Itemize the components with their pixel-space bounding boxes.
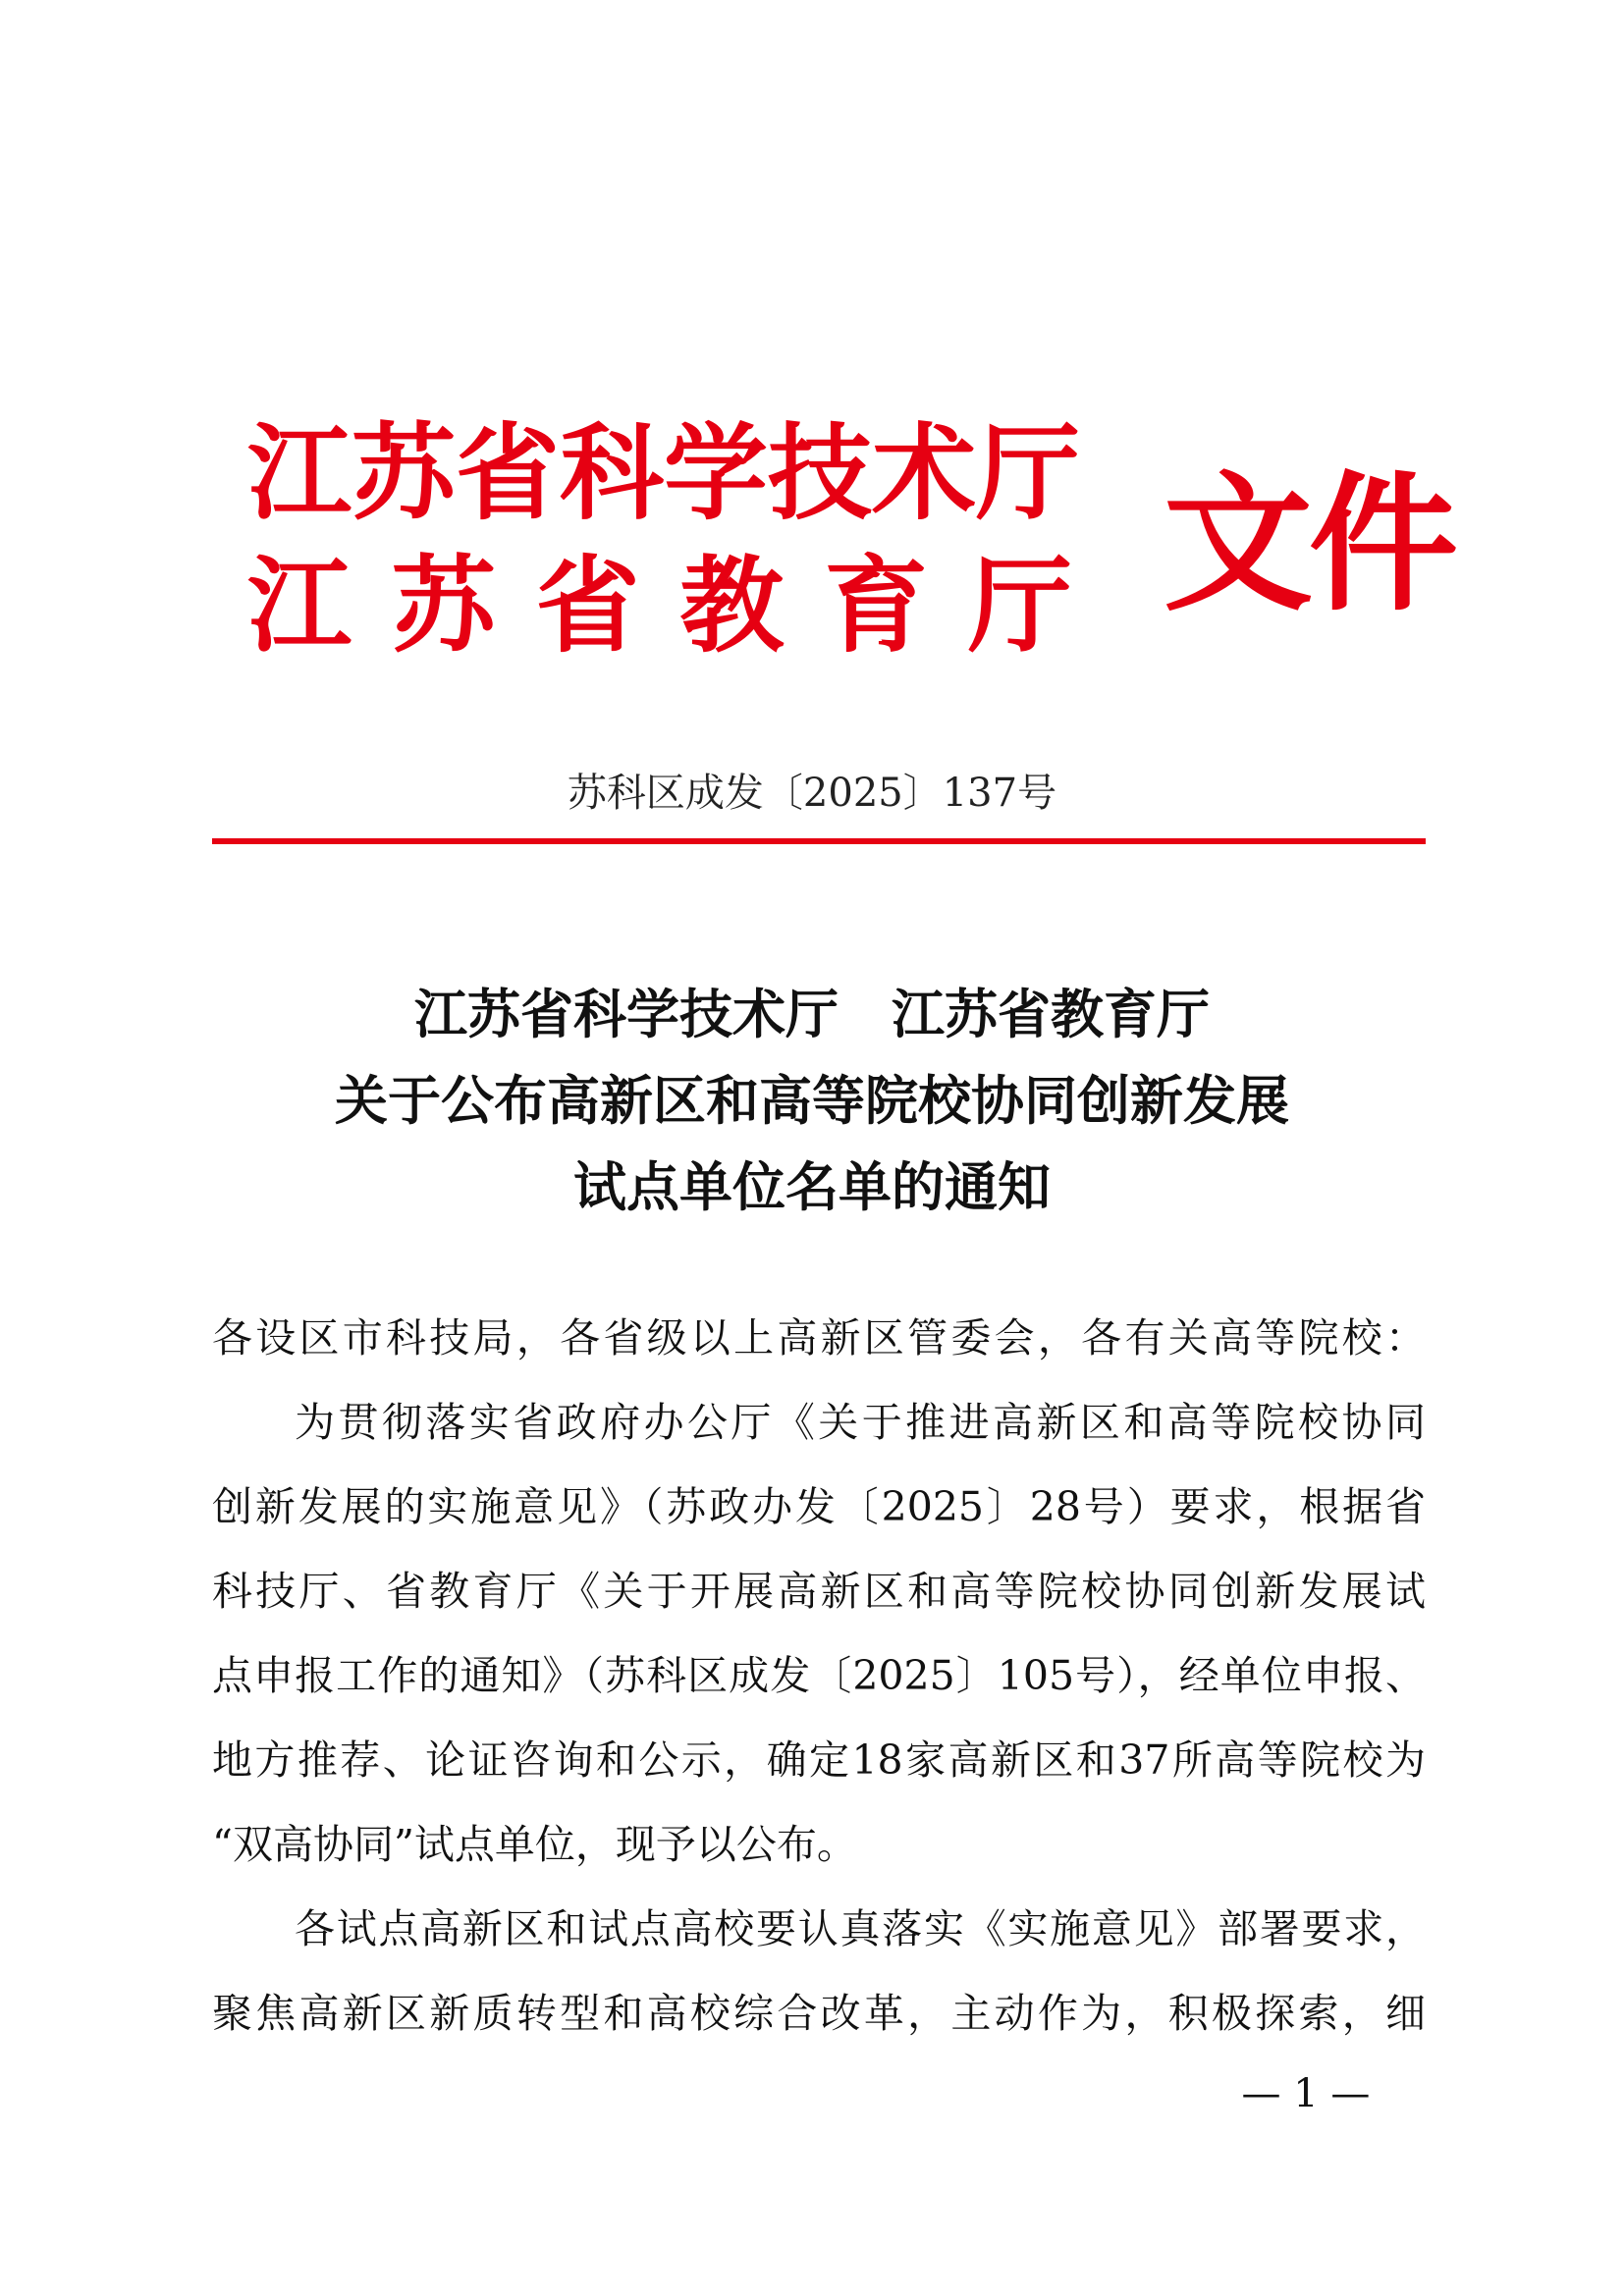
paragraph-1-line: “双高协同”试点单位，现予以公布。 bbox=[212, 1821, 857, 1868]
paragraph-1-line: 科技厅、省教育厅《关于开展高新区和高等院校协同创新发展试 bbox=[212, 1568, 1426, 1615]
org-char: 苏 bbox=[352, 413, 456, 534]
title-line-2: 关于公布高新区和高等院校协同创新发展 bbox=[335, 1069, 1289, 1132]
document-word: 文件 bbox=[1164, 457, 1454, 631]
paragraph-1-line: 点申报工作的通知》（苏科区成发〔2025〕105号），经单位申报、 bbox=[212, 1652, 1426, 1699]
org-char: 省 bbox=[456, 413, 560, 534]
org-char: 江 bbox=[247, 413, 352, 534]
paragraph-1-line: 创新发展的实施意见》（苏政办发〔2025〕28号）要求，根据省 bbox=[212, 1483, 1426, 1530]
org-char: 厅 bbox=[976, 413, 1080, 534]
title-line-3: 试点单位名单的通知 bbox=[573, 1155, 1051, 1218]
org-char: 技 bbox=[768, 413, 872, 534]
org-char: 厅 bbox=[967, 546, 1072, 667]
red-separator-rule bbox=[212, 838, 1426, 844]
document-number: 苏科区成发〔2025〕137号 bbox=[567, 771, 1057, 816]
org-char: 江 bbox=[247, 546, 352, 667]
issuing-org-line-2 bbox=[247, 546, 1072, 667]
issuing-org-line-1 bbox=[247, 413, 1080, 534]
org-char: 教 bbox=[679, 546, 785, 667]
org-char: 省 bbox=[535, 546, 640, 667]
org-char: 育 bbox=[824, 546, 929, 667]
org-char: 学 bbox=[664, 413, 768, 534]
org-char: 术 bbox=[872, 413, 976, 534]
paragraph-1-line: 为贯彻落实省政府办公厅《关于推进高新区和高等院校协同 bbox=[295, 1399, 1426, 1446]
salutation: 各设区市科技局，各省级以上高新区管委会，各有关高等院校： bbox=[212, 1314, 1426, 1362]
paragraph-2-line: 聚焦高新区新质转型和高校综合改革，主动作为，积极探索，细 bbox=[212, 1990, 1426, 2037]
title-line-1: 江苏省科学技术厅 江苏省教育厅 bbox=[414, 983, 1210, 1045]
paragraph-2-line: 各试点高新区和试点高校要认真落实《实施意见》部署要求， bbox=[295, 1905, 1426, 1952]
org-char: 科 bbox=[560, 413, 664, 534]
org-char: 苏 bbox=[391, 546, 496, 667]
page-number: — 1 — bbox=[1241, 2071, 1371, 2116]
paragraph-1-line: 地方推荐、论证咨询和公示，确定18家高新区和37所高等院校为 bbox=[212, 1736, 1426, 1784]
